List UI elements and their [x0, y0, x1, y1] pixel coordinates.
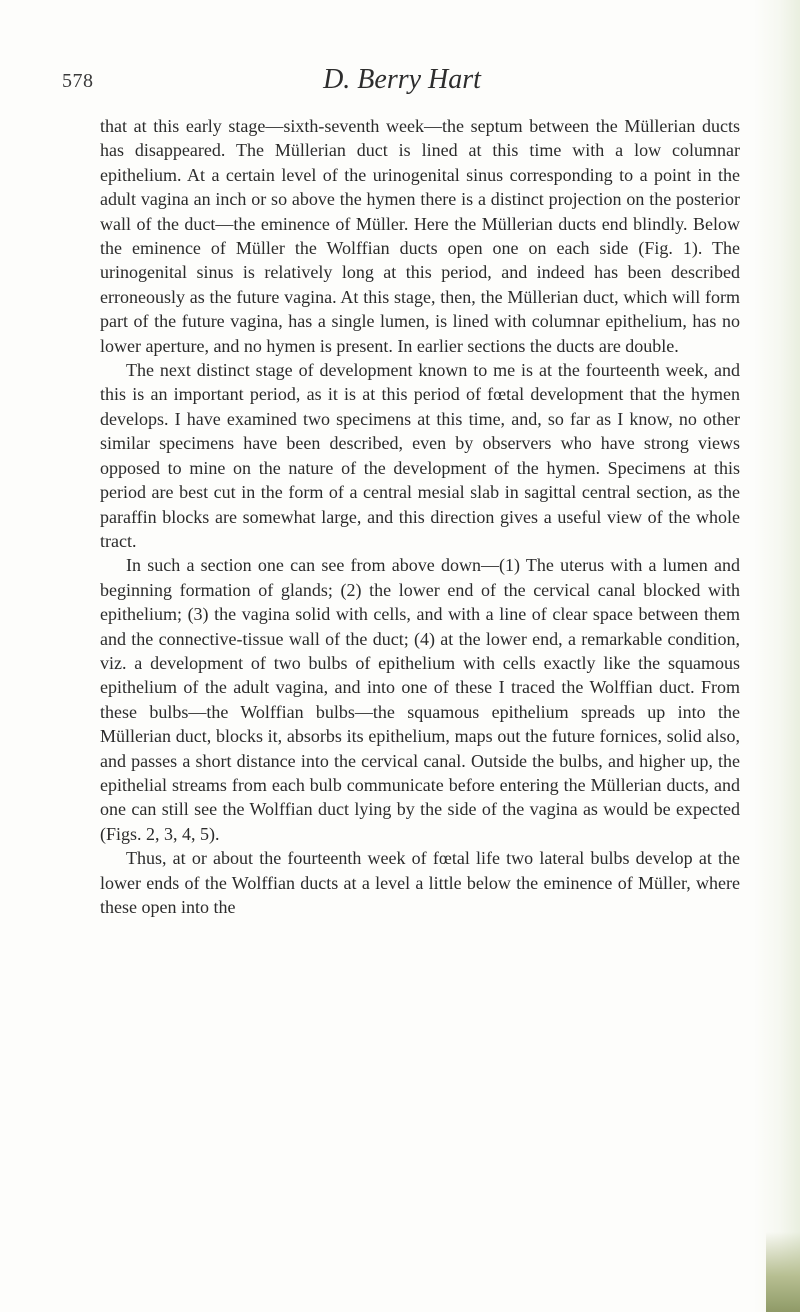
body-text: [100, 114, 740, 919]
running-head: D. Berry Hart: [323, 64, 481, 95]
page-edge-shading: [754, 0, 800, 1312]
page-number: 578: [62, 70, 94, 92]
paragraph: Thus, at or about the fourteenth week of fœtal life two lateral bulbs develop at the lower ends of the Wolffian ducts at a level a little below the eminence of Müller, where these open into the: [100, 848, 740, 917]
paragraph: The next distinct stage of development known to me is at the fourteenth week, and this is an important period, as it is at this period of fœtal development that the hymen develops. I have examined two specimens at this time, and, so far as I know, no other similar specimens have been described, even by observers who have strong views opposed to mine on the nature of the development of the hymen. Specimens at this period are best cut in the form of a central mesial slab in sagittal central section, as the paraffin blocks are somewhat large, and this direction gives a useful view of the whole tract.: [100, 360, 740, 551]
paragraph: In such a section one can see from above down—(1) The uterus with a lumen and beginning formation of glands; (2) the lower end of the cervical canal blocked with epithelium; (3) the vagina solid with cells, and with a line of clear space between them and the connective-tissue wall of the duct; (4) at the lower end, a remarkable condition, viz. a development of two bulbs of epithelium with cells exactly like the squamous epithelium of the adult vagina, and into one of these I traced the Wolffian duct. From these bulbs—the Wolffian bulbs—the squamous epithelium spreads up into the Müllerian duct, blocks it, absorbs its epithelium, maps out the future fornices, solid also, and passes a short distance into the cervical canal. Outside the bulbs, and higher up, the epithelial streams from each bulb communicate before entering the Müllerian ducts, and one can still see the Wolffian duct lying by the side of the vagina as would be expected (Figs. 2, 3, 4, 5).: [100, 555, 740, 844]
paragraph: that at this early stage—sixth-seventh week—the septum between the Müllerian ducts has disappeared. The Müllerian duct is lined at this time with a low columnar epithelium. At a certain level of the urinogenital sinus corresponding to a point in the adult vagina an inch or so above the hymen there is a distinct projection on the posterior wall of the duct—the eminence of Müller. Here the Müllerian ducts end blindly. Below the eminence of Müller the Wolffian ducts open one on each side (Fig. 1). The urinogenital sinus is relatively long at this period, and indeed has been described erroneously as the future vagina. At this stage, then, the Müllerian duct, which will form part of the future vagina, has a single lumen, is lined with columnar epithelium, has no lower aperture, and no hymen is present. In earlier sections the ducts are double.: [100, 116, 740, 356]
page-corner-discoloration: [766, 1232, 800, 1312]
page-header: [62, 64, 742, 96]
